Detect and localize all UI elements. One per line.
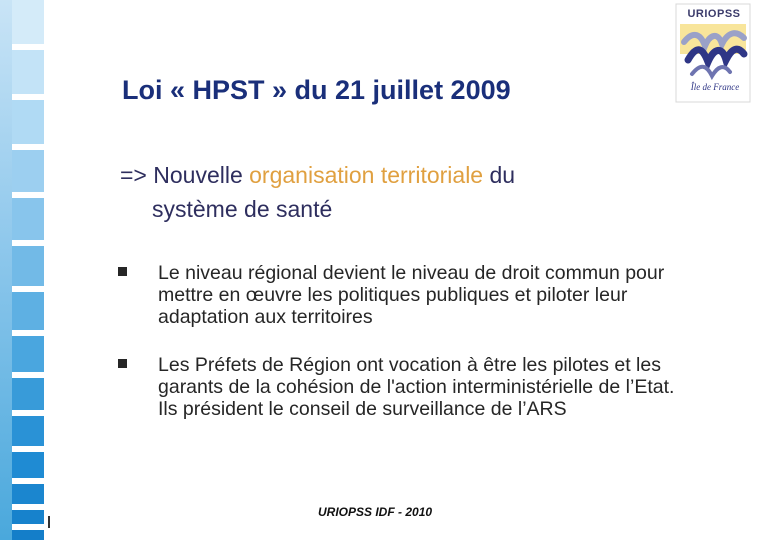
left-bar-block — [12, 0, 44, 44]
left-bar-block — [12, 510, 44, 524]
subtitle-suffix: du — [483, 162, 516, 188]
left-bar-block — [12, 198, 44, 240]
logo-tagline: Île de France — [690, 82, 740, 92]
subtitle-highlight: organisation territoriale — [249, 162, 484, 188]
square-bullet-icon — [118, 267, 127, 276]
left-bar-block — [12, 292, 44, 330]
left-bar-block — [12, 150, 44, 192]
left-bar-block — [12, 452, 44, 478]
left-bar-block — [12, 416, 44, 446]
subtitle-prefix: => Nouvelle — [120, 162, 250, 188]
subtitle-line-2: système de santé — [152, 196, 333, 222]
left-bar-block — [12, 246, 44, 286]
left-gradient-strip — [0, 0, 12, 540]
left-bar-block — [12, 484, 44, 504]
slide-footer: URIOPSS IDF - 2010 — [318, 505, 433, 519]
left-bar-block — [12, 378, 44, 410]
left-bar-block — [12, 336, 44, 372]
bullet-text: Le niveau régional devient le niveau de droit commun pour mettre en œuvre les politiques publiques et piloter leur adaptation aux territoires — [158, 262, 665, 328]
left-bar-block — [12, 530, 44, 540]
uriopss-logo — [672, 2, 754, 106]
left-decorative-bar — [0, 0, 46, 540]
bullet-item — [118, 262, 698, 328]
bullet-text: Les Préfets de Région ont vocation à être les pilotes et les garants de la cohésion de l'action interministérielle de l’Etat. Ils président le conseil de surveillance de l’ARS — [158, 354, 675, 420]
slide-title: Loi « HPST » du 21 juillet 2009 — [122, 75, 511, 105]
bullet-item — [118, 354, 698, 420]
square-bullet-icon — [118, 359, 127, 368]
left-bar-block — [12, 100, 44, 144]
slide-subtitle — [120, 158, 660, 226]
corner-tick-mark — [48, 516, 50, 528]
logo-name: URIOPSS — [687, 8, 741, 20]
left-bar-block — [12, 50, 44, 94]
